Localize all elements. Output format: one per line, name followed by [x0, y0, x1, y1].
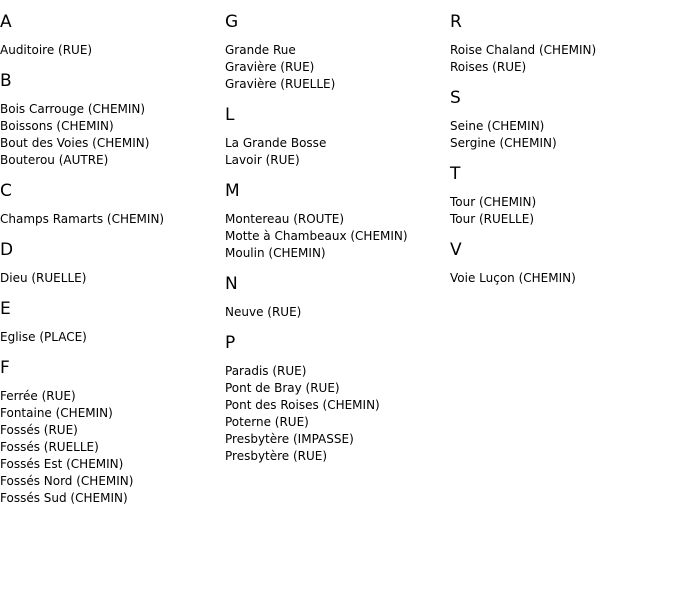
- street-link[interactable]: Fossés Nord (CHEMIN): [0, 474, 134, 488]
- street-link[interactable]: Fontaine (CHEMIN): [0, 406, 113, 420]
- street-list: [0, 388, 225, 507]
- street-index-column-3: [450, 0, 675, 293]
- street-link[interactable]: Motte à Chambeaux (CHEMIN): [225, 229, 408, 243]
- letter-heading: L: [225, 105, 235, 125]
- street-link[interactable]: Presbytère (RUE): [225, 449, 328, 463]
- street-link[interactable]: Eglise (PLACE): [0, 330, 87, 344]
- letter-section-n: [225, 274, 450, 321]
- letter-heading: T: [450, 164, 461, 184]
- letter-section-b: [0, 71, 225, 169]
- street-link[interactable]: Sergine (CHEMIN): [450, 136, 557, 150]
- street-list: [0, 211, 225, 228]
- street-link[interactable]: Pont de Bray (RUE): [225, 381, 340, 395]
- letter-section-v: [450, 240, 675, 287]
- street-link[interactable]: Bois Carrouge (CHEMIN): [0, 102, 146, 116]
- street-link[interactable]: Bout des Voies (CHEMIN): [0, 136, 150, 150]
- street-link[interactable]: La Grande Bosse: [225, 136, 327, 150]
- street-list: [450, 270, 675, 287]
- letter-section-s: [450, 88, 675, 152]
- street-list: [225, 211, 450, 262]
- street-link[interactable]: Roises (RUE): [450, 60, 527, 74]
- letter-heading: D: [0, 240, 14, 260]
- street-list: [225, 363, 450, 465]
- street-link[interactable]: Ferrée (RUE): [0, 389, 76, 403]
- letter-heading: P: [225, 333, 236, 353]
- street-list: [0, 270, 225, 287]
- letter-section-e: [0, 299, 225, 346]
- street-link[interactable]: Poterne (RUE): [225, 415, 309, 429]
- street-index-column-1: [0, 0, 225, 513]
- street-link[interactable]: Fossés Est (CHEMIN): [0, 457, 124, 471]
- letter-heading: B: [0, 71, 13, 91]
- letter-section-f: [0, 358, 225, 507]
- letter-section-p: [225, 333, 450, 465]
- street-link[interactable]: Neuve (RUE): [225, 305, 302, 319]
- street-link[interactable]: Bouterou (AUTRE): [0, 153, 109, 167]
- street-link[interactable]: Paradis (RUE): [225, 364, 307, 378]
- street-link[interactable]: Seine (CHEMIN): [450, 119, 545, 133]
- letter-heading: R: [450, 12, 463, 32]
- street-link[interactable]: Auditoire (RUE): [0, 43, 93, 57]
- street-list: [450, 118, 675, 152]
- street-link[interactable]: Fossés (RUELLE): [0, 440, 99, 454]
- letter-section-g: [225, 12, 450, 93]
- letter-heading: C: [0, 181, 13, 201]
- letter-section-m: [225, 181, 450, 262]
- street-link[interactable]: Voie Luçon (CHEMIN): [450, 271, 576, 285]
- street-link[interactable]: Grande Rue: [225, 43, 296, 57]
- street-link[interactable]: Dieu (RUELLE): [0, 271, 87, 285]
- street-link[interactable]: Champs Ramarts (CHEMIN): [0, 212, 165, 226]
- street-list: [0, 42, 225, 59]
- street-link[interactable]: Montereau (ROUTE): [225, 212, 345, 226]
- street-link[interactable]: Tour (RUELLE): [450, 212, 535, 226]
- street-link[interactable]: Moulin (CHEMIN): [225, 246, 326, 260]
- street-link[interactable]: Pont des Roises (CHEMIN): [225, 398, 380, 412]
- street-index-column-2: [225, 0, 450, 471]
- street-link[interactable]: Gravière (RUE): [225, 60, 315, 74]
- street-link[interactable]: Tour (CHEMIN): [450, 195, 537, 209]
- street-list: [450, 42, 675, 76]
- street-link[interactable]: Fossés (RUE): [0, 423, 78, 437]
- letter-heading: M: [225, 181, 241, 201]
- letter-section-t: [450, 164, 675, 228]
- street-link[interactable]: Fossés Sud (CHEMIN): [0, 491, 128, 505]
- letter-section-l: [225, 105, 450, 169]
- street-link[interactable]: Lavoir (RUE): [225, 153, 300, 167]
- letter-section-d: [0, 240, 225, 287]
- street-list: [0, 101, 225, 169]
- letter-heading: A: [0, 12, 13, 32]
- letter-section-r: [450, 12, 675, 76]
- street-list: [225, 135, 450, 169]
- letter-heading: G: [225, 12, 239, 32]
- letter-heading: F: [0, 358, 11, 378]
- street-list: [0, 329, 225, 346]
- letter-heading: N: [225, 274, 239, 294]
- letter-heading: V: [450, 240, 463, 260]
- street-list: [225, 304, 450, 321]
- letter-heading: S: [450, 88, 462, 108]
- letter-section-a: [0, 12, 225, 59]
- street-list: [225, 42, 450, 93]
- street-link[interactable]: Presbytère (IMPASSE): [225, 432, 354, 446]
- street-link[interactable]: Roise Chaland (CHEMIN): [450, 43, 597, 57]
- letter-section-c: [0, 181, 225, 228]
- street-link[interactable]: Boissons (CHEMIN): [0, 119, 114, 133]
- letter-heading: E: [0, 299, 12, 319]
- street-link[interactable]: Gravière (RUELLE): [225, 77, 336, 91]
- street-list: [450, 194, 675, 228]
